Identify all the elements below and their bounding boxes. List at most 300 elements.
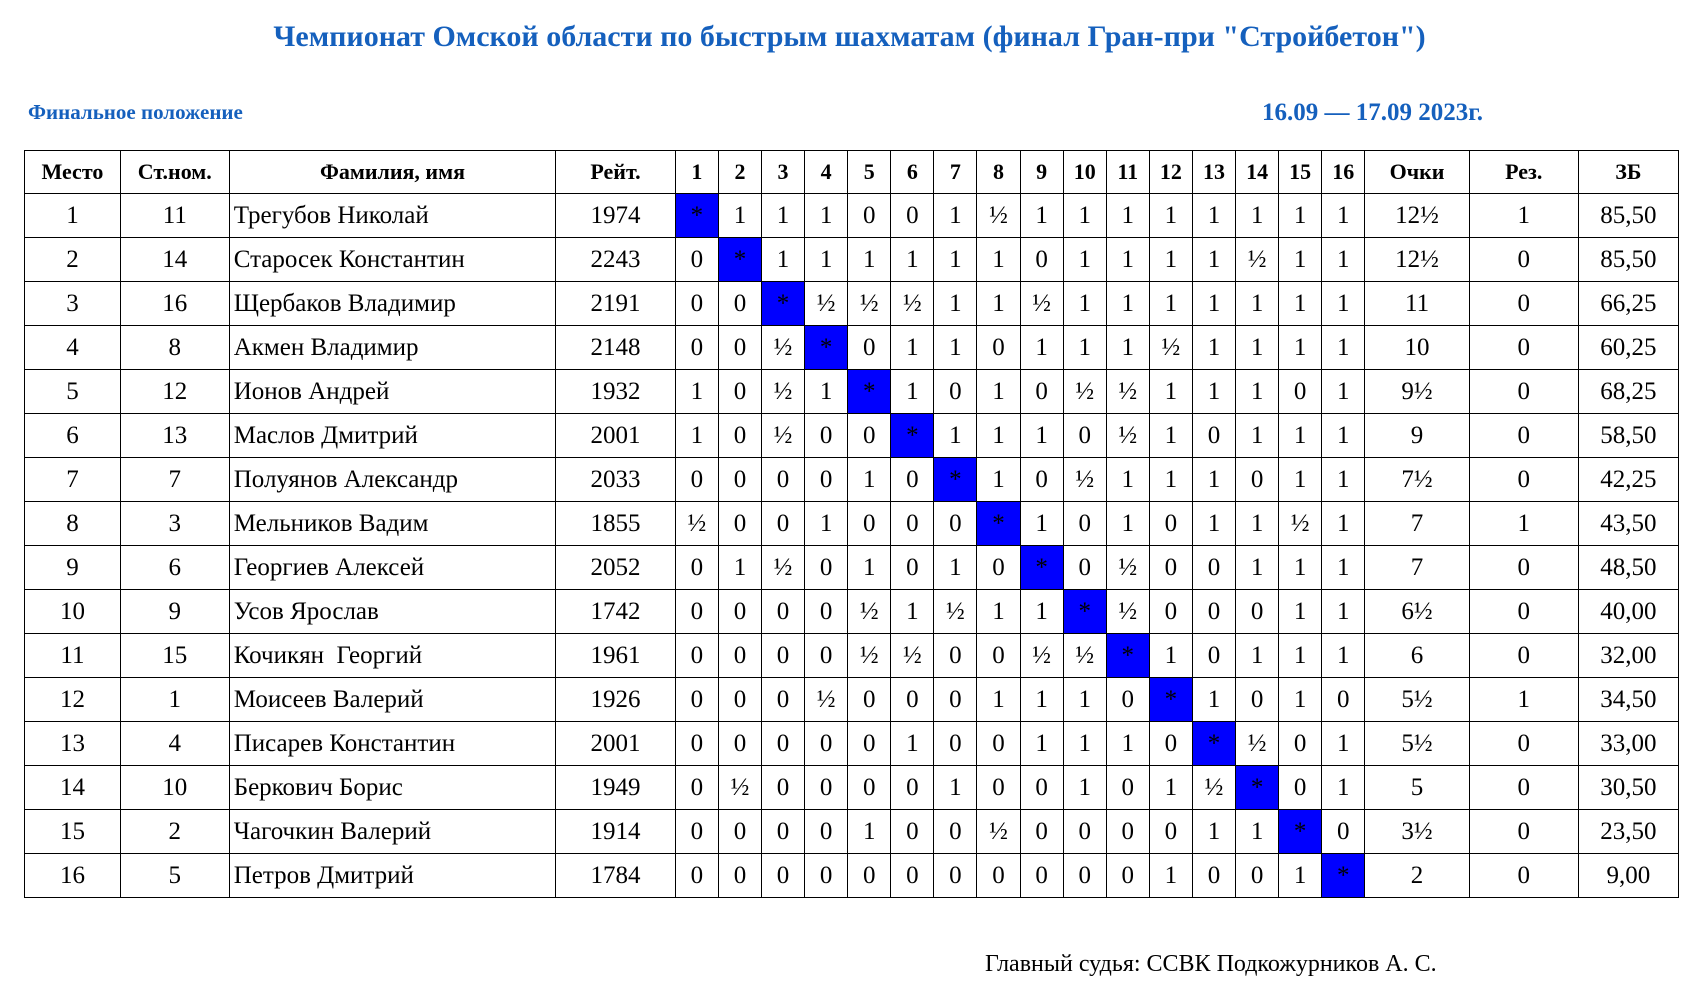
game-result-cell: ½ [761, 546, 804, 590]
game-result-cell: 1 [1020, 722, 1063, 766]
game-result-cell: 1 [1020, 590, 1063, 634]
game-result-cell: 0 [718, 458, 761, 502]
table-row [25, 854, 1679, 898]
game-result-cell: ½ [1192, 766, 1235, 810]
game-result-cell: 0 [848, 414, 891, 458]
tiebreak-result-cell: 0 [1469, 854, 1578, 898]
game-result-cell: 1 [1236, 194, 1279, 238]
rating-cell: 2001 [556, 722, 676, 766]
game-result-cell: 0 [718, 810, 761, 854]
game-result-cell: 1 [891, 238, 934, 282]
game-result-cell: 0 [1106, 678, 1149, 722]
game-result-cell: 1 [1106, 458, 1149, 502]
points-cell: 3½ [1365, 810, 1470, 854]
game-result-cell: 1 [1192, 194, 1235, 238]
game-result-cell: 0 [1192, 590, 1235, 634]
zb-cell: 58,50 [1578, 414, 1678, 458]
game-result-cell: ½ [977, 194, 1020, 238]
game-result-cell: 0 [718, 678, 761, 722]
game-result-cell: 1 [805, 194, 848, 238]
header-round-3: 3 [761, 151, 804, 194]
game-result-cell: 1 [1279, 282, 1322, 326]
game-result-cell: ½ [1063, 634, 1106, 678]
tiebreak-result-cell: 0 [1469, 810, 1578, 854]
game-result-cell: 0 [718, 282, 761, 326]
game-result-cell: 1 [1020, 414, 1063, 458]
rating-cell: 1932 [556, 370, 676, 414]
player-name-cell: Маслов Дмитрий [229, 414, 555, 458]
game-result-cell: 0 [934, 678, 977, 722]
game-result-cell: 1 [977, 370, 1020, 414]
points-cell: 2 [1365, 854, 1470, 898]
rating-cell: 1974 [556, 194, 676, 238]
game-result-cell: 1 [1279, 414, 1322, 458]
game-result-cell: 0 [1149, 810, 1192, 854]
game-result-cell: 1 [1192, 458, 1235, 502]
table-row [25, 282, 1679, 326]
self-game-cell: * [848, 370, 891, 414]
game-result-cell: 1 [1192, 810, 1235, 854]
zb-cell: 34,50 [1578, 678, 1678, 722]
game-result-cell: 1 [1322, 766, 1365, 810]
game-result-cell: 0 [934, 634, 977, 678]
game-result-cell: 0 [1020, 458, 1063, 502]
table-row [25, 458, 1679, 502]
game-result-cell: ½ [761, 326, 804, 370]
game-result-cell: 0 [1020, 854, 1063, 898]
game-result-cell: 0 [934, 502, 977, 546]
game-result-cell: 1 [1279, 854, 1322, 898]
game-result-cell: 1 [977, 238, 1020, 282]
player-name-cell: Мельников Вадим [229, 502, 555, 546]
self-game-cell: * [761, 282, 804, 326]
place-cell: 9 [25, 546, 121, 590]
start-number-cell: 7 [120, 458, 229, 502]
game-result-cell: 0 [761, 678, 804, 722]
place-cell: 16 [25, 854, 121, 898]
start-number-cell: 14 [120, 238, 229, 282]
game-result-cell: ½ [848, 282, 891, 326]
header-rating: Рейт. [556, 151, 676, 194]
start-number-cell: 13 [120, 414, 229, 458]
game-result-cell: 0 [1106, 810, 1149, 854]
place-cell: 2 [25, 238, 121, 282]
game-result-cell: 1 [805, 370, 848, 414]
game-result-cell: 0 [805, 766, 848, 810]
game-result-cell: 0 [1063, 502, 1106, 546]
game-result-cell: 0 [805, 590, 848, 634]
game-result-cell: 0 [718, 722, 761, 766]
game-result-cell: 0 [761, 634, 804, 678]
game-result-cell: ½ [1279, 502, 1322, 546]
game-result-cell: 1 [761, 194, 804, 238]
start-number-cell: 15 [120, 634, 229, 678]
start-number-cell: 1 [120, 678, 229, 722]
game-result-cell: 1 [1149, 282, 1192, 326]
game-result-cell: ½ [1106, 590, 1149, 634]
game-result-cell: ½ [934, 590, 977, 634]
game-result-cell: 0 [805, 414, 848, 458]
game-result-cell: 0 [718, 414, 761, 458]
self-game-cell: * [1192, 722, 1235, 766]
game-result-cell: 0 [1322, 678, 1365, 722]
table-row [25, 326, 1679, 370]
game-result-cell: 1 [1149, 370, 1192, 414]
game-result-cell: 0 [1063, 414, 1106, 458]
points-cell: 7 [1365, 546, 1470, 590]
player-name-cell: Кочикян Георгий [229, 634, 555, 678]
tiebreak-result-cell: 0 [1469, 370, 1578, 414]
game-result-cell: 0 [891, 810, 934, 854]
place-cell: 3 [25, 282, 121, 326]
points-cell: 5 [1365, 766, 1470, 810]
game-result-cell: 1 [1063, 326, 1106, 370]
game-result-cell: 0 [1149, 722, 1192, 766]
game-result-cell: 1 [1020, 678, 1063, 722]
game-result-cell: 1 [891, 370, 934, 414]
rating-cell: 1784 [556, 854, 676, 898]
game-result-cell: 0 [977, 546, 1020, 590]
game-result-cell: ½ [1236, 722, 1279, 766]
game-result-cell: 0 [977, 722, 1020, 766]
rating-cell: 1926 [556, 678, 676, 722]
game-result-cell: 1 [1063, 766, 1106, 810]
start-number-cell: 9 [120, 590, 229, 634]
game-result-cell: 0 [1192, 414, 1235, 458]
game-result-cell: ½ [675, 502, 718, 546]
place-cell: 8 [25, 502, 121, 546]
game-result-cell: 1 [1236, 810, 1279, 854]
game-result-cell: ½ [848, 590, 891, 634]
game-result-cell: 0 [675, 766, 718, 810]
header-round-1: 1 [675, 151, 718, 194]
game-result-cell: 1 [1149, 854, 1192, 898]
game-result-cell: 1 [1236, 370, 1279, 414]
points-cell: 11 [1365, 282, 1470, 326]
self-game-cell: * [1063, 590, 1106, 634]
page-title: Чемпионат Омской области по быстрым шахматам (финал Гран-при "Стройбетон") [273, 20, 1426, 53]
game-result-cell: 0 [1236, 458, 1279, 502]
game-result-cell: 0 [718, 590, 761, 634]
game-result-cell: ½ [977, 810, 1020, 854]
header-round-16: 16 [1322, 151, 1365, 194]
game-result-cell: 1 [1236, 634, 1279, 678]
game-result-cell: 0 [977, 326, 1020, 370]
game-result-cell: 1 [1322, 502, 1365, 546]
game-result-cell: 0 [1279, 722, 1322, 766]
game-result-cell: 0 [848, 326, 891, 370]
self-game-cell: * [675, 194, 718, 238]
place-cell: 12 [25, 678, 121, 722]
player-name-cell: Писарев Константин [229, 722, 555, 766]
header-round-7: 7 [934, 151, 977, 194]
game-result-cell: 1 [1063, 238, 1106, 282]
header-round-4: 4 [805, 151, 848, 194]
game-result-cell: 0 [1149, 590, 1192, 634]
self-game-cell: * [891, 414, 934, 458]
game-result-cell: 1 [1322, 590, 1365, 634]
game-result-cell: 1 [977, 590, 1020, 634]
player-name-cell: Щербаков Владимир [229, 282, 555, 326]
rating-cell: 1855 [556, 502, 676, 546]
game-result-cell: 0 [891, 502, 934, 546]
game-result-cell: 0 [718, 854, 761, 898]
game-result-cell: 0 [761, 590, 804, 634]
game-result-cell: ½ [1020, 282, 1063, 326]
game-result-cell: 0 [675, 854, 718, 898]
game-result-cell: 1 [1063, 282, 1106, 326]
game-result-cell: 1 [1192, 370, 1235, 414]
game-result-cell: 0 [891, 546, 934, 590]
player-name-cell: Чагочкин Валерий [229, 810, 555, 854]
game-result-cell: 0 [1020, 238, 1063, 282]
game-result-cell: 1 [977, 414, 1020, 458]
table-row [25, 766, 1679, 810]
game-result-cell: 0 [761, 458, 804, 502]
game-result-cell: 0 [675, 326, 718, 370]
player-name-cell: Ионов Андрей [229, 370, 555, 414]
points-cell: 6 [1365, 634, 1470, 678]
self-game-cell: * [718, 238, 761, 282]
player-name-cell: Трегубов Николай [229, 194, 555, 238]
game-result-cell: 0 [761, 766, 804, 810]
table-row [25, 414, 1679, 458]
game-result-cell: 0 [761, 722, 804, 766]
rating-cell: 1949 [556, 766, 676, 810]
rating-cell: 2191 [556, 282, 676, 326]
game-result-cell: 0 [848, 194, 891, 238]
start-number-cell: 6 [120, 546, 229, 590]
tiebreak-result-cell: 1 [1469, 502, 1578, 546]
header-start-number: Ст.ном. [120, 151, 229, 194]
game-result-cell: 1 [848, 546, 891, 590]
game-result-cell: 0 [934, 722, 977, 766]
start-number-cell: 10 [120, 766, 229, 810]
tiebreak-result-cell: 0 [1469, 414, 1578, 458]
game-result-cell: 0 [977, 854, 1020, 898]
game-result-cell: 1 [1236, 326, 1279, 370]
game-result-cell: 1 [761, 238, 804, 282]
game-result-cell: ½ [805, 282, 848, 326]
game-result-cell: 0 [805, 854, 848, 898]
event-dates: 16.09 — 17.09 2023г. [1262, 99, 1484, 126]
game-result-cell: 1 [1322, 194, 1365, 238]
game-result-cell: 1 [1192, 678, 1235, 722]
header-round-15: 15 [1279, 151, 1322, 194]
game-result-cell: 1 [1279, 678, 1322, 722]
game-result-cell: 1 [1106, 238, 1149, 282]
game-result-cell: 1 [1106, 282, 1149, 326]
game-result-cell: 0 [1236, 854, 1279, 898]
game-result-cell: 0 [805, 546, 848, 590]
game-result-cell: 1 [1020, 502, 1063, 546]
game-result-cell: 1 [1279, 458, 1322, 502]
game-result-cell: 0 [1063, 810, 1106, 854]
points-cell: 5½ [1365, 678, 1470, 722]
chief-arbiter: Главный судья: ССВК Подкожурников А. С. [985, 951, 1437, 977]
game-result-cell: 0 [934, 854, 977, 898]
header-name: Фамилия, имя [229, 151, 555, 194]
header-zb: ЗБ [1578, 151, 1678, 194]
game-result-cell: 1 [891, 590, 934, 634]
place-cell: 11 [25, 634, 121, 678]
player-name-cell: Георгиев Алексей [229, 546, 555, 590]
game-result-cell: 1 [1149, 194, 1192, 238]
game-result-cell: 0 [891, 458, 934, 502]
game-result-cell: 0 [891, 854, 934, 898]
points-cell: 9½ [1365, 370, 1470, 414]
place-cell: 13 [25, 722, 121, 766]
game-result-cell: 1 [1322, 458, 1365, 502]
game-result-cell: 0 [1192, 634, 1235, 678]
game-result-cell: 1 [1322, 546, 1365, 590]
self-game-cell: * [1149, 678, 1192, 722]
game-result-cell: 0 [934, 810, 977, 854]
game-result-cell: 1 [1106, 194, 1149, 238]
game-result-cell: 1 [1063, 194, 1106, 238]
game-result-cell: ½ [891, 282, 934, 326]
table-row [25, 678, 1679, 722]
header-round-11: 11 [1106, 151, 1149, 194]
zb-cell: 42,25 [1578, 458, 1678, 502]
points-cell: 7 [1365, 502, 1470, 546]
game-result-cell: 0 [718, 502, 761, 546]
game-result-cell: 1 [1192, 326, 1235, 370]
rating-cell: 2148 [556, 326, 676, 370]
player-name-cell: Полуянов Александр [229, 458, 555, 502]
game-result-cell: 1 [1279, 326, 1322, 370]
game-result-cell: 1 [1192, 238, 1235, 282]
game-result-cell: 1 [1063, 722, 1106, 766]
start-number-cell: 8 [120, 326, 229, 370]
game-result-cell: ½ [1236, 238, 1279, 282]
points-cell: 6½ [1365, 590, 1470, 634]
game-result-cell: 1 [1020, 194, 1063, 238]
header-round-12: 12 [1149, 151, 1192, 194]
game-result-cell: 1 [1149, 414, 1192, 458]
zb-cell: 9,00 [1578, 854, 1678, 898]
game-result-cell: 0 [1020, 810, 1063, 854]
game-result-cell: 0 [675, 810, 718, 854]
game-result-cell: 1 [1020, 326, 1063, 370]
header-round-13: 13 [1192, 151, 1235, 194]
rating-cell: 2033 [556, 458, 676, 502]
tiebreak-result-cell: 0 [1469, 634, 1578, 678]
game-result-cell: ½ [848, 634, 891, 678]
game-result-cell: 0 [1236, 590, 1279, 634]
header-round-9: 9 [1020, 151, 1063, 194]
table-body [25, 194, 1679, 898]
game-result-cell: 0 [718, 370, 761, 414]
game-result-cell: 1 [848, 458, 891, 502]
game-result-cell: 1 [1322, 634, 1365, 678]
game-result-cell: 1 [1236, 414, 1279, 458]
place-cell: 4 [25, 326, 121, 370]
header-round-14: 14 [1236, 151, 1279, 194]
self-game-cell: * [1236, 766, 1279, 810]
game-result-cell: ½ [718, 766, 761, 810]
game-result-cell: 1 [675, 414, 718, 458]
game-result-cell: 0 [805, 634, 848, 678]
game-result-cell: ½ [1106, 546, 1149, 590]
zb-cell: 48,50 [1578, 546, 1678, 590]
game-result-cell: 0 [1020, 766, 1063, 810]
game-result-cell: 1 [848, 810, 891, 854]
player-name-cell: Акмен Владимир [229, 326, 555, 370]
game-result-cell: 1 [1322, 370, 1365, 414]
game-result-cell: 0 [675, 678, 718, 722]
zb-cell: 30,50 [1578, 766, 1678, 810]
game-result-cell: 1 [891, 326, 934, 370]
start-number-cell: 2 [120, 810, 229, 854]
table-row [25, 502, 1679, 546]
rating-cell: 1914 [556, 810, 676, 854]
game-result-cell: 0 [1149, 546, 1192, 590]
points-cell: 12½ [1365, 194, 1470, 238]
game-result-cell: 0 [718, 634, 761, 678]
game-result-cell: 1 [805, 502, 848, 546]
game-result-cell: 0 [1236, 678, 1279, 722]
game-result-cell: 0 [761, 502, 804, 546]
game-result-cell: 1 [1106, 326, 1149, 370]
place-cell: 1 [25, 194, 121, 238]
start-number-cell: 12 [120, 370, 229, 414]
game-result-cell: 1 [977, 458, 1020, 502]
zb-cell: 33,00 [1578, 722, 1678, 766]
points-cell: 10 [1365, 326, 1470, 370]
game-result-cell: 1 [1322, 414, 1365, 458]
player-name-cell: Беркович Борис [229, 766, 555, 810]
game-result-cell: 0 [1106, 854, 1149, 898]
game-result-cell: 1 [934, 766, 977, 810]
header-round-8: 8 [977, 151, 1020, 194]
game-result-cell: 1 [1322, 282, 1365, 326]
zb-cell: 40,00 [1578, 590, 1678, 634]
tiebreak-result-cell: 0 [1469, 458, 1578, 502]
game-result-cell: 0 [1279, 766, 1322, 810]
self-game-cell: * [1106, 634, 1149, 678]
game-result-cell: ½ [1020, 634, 1063, 678]
header-tiebreak-result: Рез. [1469, 151, 1578, 194]
tiebreak-result-cell: 0 [1469, 766, 1578, 810]
game-result-cell: 0 [675, 238, 718, 282]
zb-cell: 23,50 [1578, 810, 1678, 854]
game-result-cell: 1 [977, 282, 1020, 326]
game-result-cell: 0 [761, 854, 804, 898]
game-result-cell: 1 [1322, 238, 1365, 282]
zb-cell: 60,25 [1578, 326, 1678, 370]
player-name-cell: Петров Дмитрий [229, 854, 555, 898]
zb-cell: 85,50 [1578, 238, 1678, 282]
table-row [25, 194, 1679, 238]
game-result-cell: 0 [1020, 370, 1063, 414]
standings-subtitle: Финальное положение [28, 100, 243, 124]
game-result-cell: 1 [934, 238, 977, 282]
tiebreak-result-cell: 1 [1469, 678, 1578, 722]
game-result-cell: 0 [675, 546, 718, 590]
rating-cell: 2052 [556, 546, 676, 590]
tiebreak-result-cell: 0 [1469, 722, 1578, 766]
game-result-cell: 1 [848, 238, 891, 282]
game-result-cell: 1 [1149, 766, 1192, 810]
tiebreak-result-cell: 0 [1469, 238, 1578, 282]
tiebreak-result-cell: 1 [1469, 194, 1578, 238]
game-result-cell: ½ [1063, 370, 1106, 414]
game-result-cell: 0 [805, 722, 848, 766]
game-result-cell: 0 [1149, 502, 1192, 546]
player-name-cell: Усов Ярослав [229, 590, 555, 634]
self-game-cell: * [1020, 546, 1063, 590]
